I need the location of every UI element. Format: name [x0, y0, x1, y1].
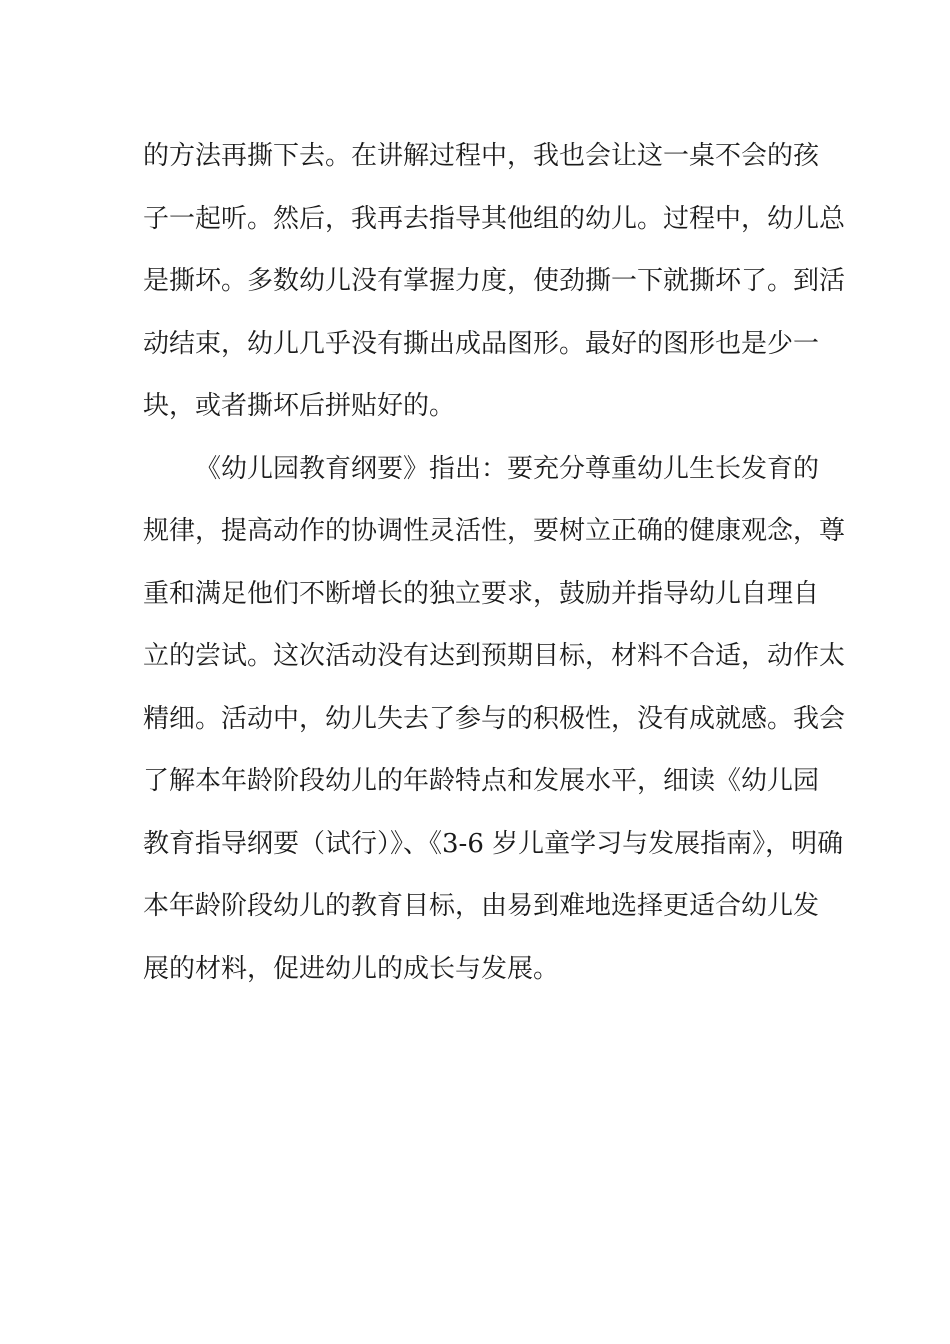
text-line: 块，或者撕坏后拼贴好的。 — [143, 391, 456, 421]
text-line: 的方法再撕下去。在讲解过程中，我也会让这一桌不会的孩 — [143, 141, 820, 171]
text-line: 本年龄阶段幼儿的教育目标，由易到难地选择更适合幼儿发 — [143, 891, 820, 921]
text-line: 是撕坏。多数幼儿没有掌握力度，使劲撕一下就撕坏了。到活 — [143, 266, 846, 296]
text-line: 规律，提高动作的协调性灵活性，要树立正确的健康观念，尊 — [143, 516, 846, 546]
text-line: 了解本年龄阶段幼儿的年龄特点和发展水平，细读《幼儿园 — [143, 766, 820, 796]
text-line: 教育指导纲要（试行）》、《3-6 岁儿童学习与发展指南》，明确 — [143, 828, 844, 859]
text-line: 子一起听。然后，我再去指导其他组的幼儿。过程中，幼儿总 — [143, 203, 846, 234]
text-line: 《幼儿园教育纲要》指出：要充分尊重幼儿生长发育的 — [195, 453, 820, 484]
text-line: 展的材料，促进幼儿的成长与发展。 — [143, 953, 560, 984]
text-line: 立的尝试。这次活动没有达到预期目标，材料不合适，动作太 — [143, 641, 846, 671]
text-line: 动结束，幼儿几乎没有撕出成品图形。最好的图形也是少一 — [143, 328, 820, 359]
document-body — [143, 125, 846, 1000]
paragraph-1 — [143, 125, 846, 438]
text-line: 重和满足他们不断增长的独立要求，鼓励并指导幼儿自理自 — [143, 578, 820, 609]
text-line: 精细。活动中，幼儿失去了参与的积极性，没有成就感。我会 — [143, 703, 846, 734]
paragraph-2 — [143, 438, 846, 1001]
